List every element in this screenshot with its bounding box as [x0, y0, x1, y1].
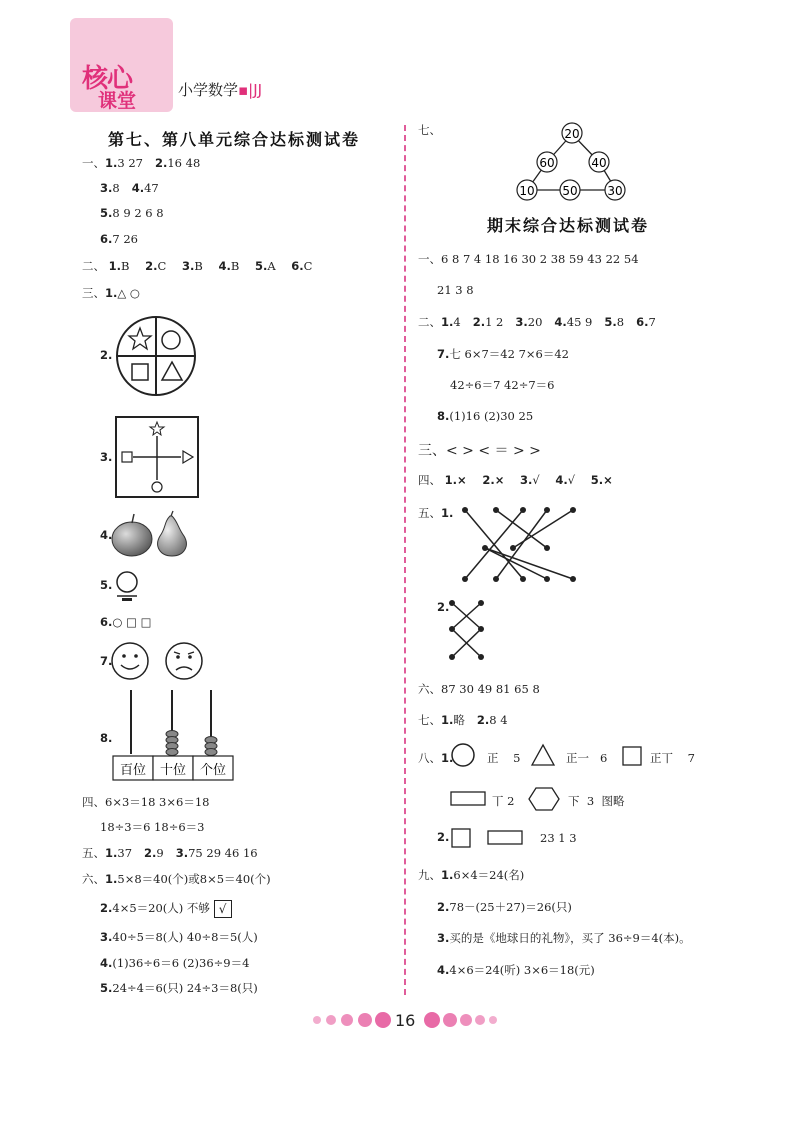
right-q6-line: 六、87 30 49 81 65 8 [418, 682, 540, 696]
triangle-bottom-left: 10 [519, 184, 535, 198]
tally-rectangle-shape [450, 791, 486, 807]
apple-icon [112, 514, 152, 556]
right-q5-item2-label: 2. [437, 600, 450, 614]
right-q9-line4: 4.4×6＝24(听) 3×6＝18(元) [437, 963, 595, 977]
tally-circle-shape [450, 742, 476, 768]
triangle-mid-left: 60 [539, 156, 555, 170]
answer-square-shape [451, 828, 471, 848]
tally-hexagon-shape [528, 786, 560, 812]
left-q2-line: 二、 1.B 2.C 3.B 4.B 5.A 6.C [82, 259, 313, 273]
tally-rectangle-marks: 丅 2 [492, 794, 515, 808]
abacus-figure [112, 690, 237, 782]
right-q8-label: 八、1. [418, 751, 454, 765]
right-q5-label: 五、1. [418, 506, 454, 520]
abacus-beads-tens [166, 731, 178, 756]
triangle-bottom-mid: 50 [562, 184, 578, 198]
column-divider [404, 125, 406, 995]
triangle-bottom-right: 30 [607, 184, 623, 198]
right-q9-line3: 3.买的是《地球日的礼物》，买了 36÷9＝4(本)。 [437, 931, 691, 945]
right-q1-line2: 21 3 8 [437, 283, 474, 297]
abacus-beads-ones [205, 737, 217, 756]
right-q7-label: 七、 [418, 123, 441, 137]
left-q6-line4: 4.(1)36÷6＝6 (2)36÷9＝4 [100, 956, 250, 970]
left-q3-item4-label: 4. [100, 528, 113, 542]
triangle-mid-right: 40 [591, 156, 607, 170]
subject-label: 小学数学▪|JJ [178, 81, 263, 99]
left-q6-line2: 2.4×5＝20(人) 不够 √ [100, 900, 232, 918]
right-section-title: 期末综合达标测试卷 [487, 216, 650, 235]
right-q7b-line: 七、1.略 2.8 4 [418, 713, 508, 727]
answer-rectangle-shape [487, 830, 523, 846]
right-q4-line: 四、 1.× 2.× 3.√ 4.√ 5.× [418, 473, 613, 487]
right-q8-item2-label: 2. [437, 830, 450, 844]
right-q8-item2-values: 23 1 3 [540, 831, 577, 845]
right-q1-line1: 一、6 8 7 4 18 16 30 2 38 59 43 22 54 [418, 252, 639, 266]
tally-square-marks: 正丅 7 [650, 751, 695, 765]
tally-circle-marks: 正 5 [487, 751, 521, 765]
matching-lines-figure-2 [445, 595, 490, 667]
right-q3-line: 三、< > < ＝ > > [418, 443, 541, 459]
quartered-circle-figure [114, 314, 198, 398]
abacus-label-hundreds: 百位 [119, 763, 147, 778]
left-q3-item7-label: 7. [100, 654, 113, 668]
left-q1-line1: 一、1.3 27 2.16 48 [82, 156, 201, 170]
left-q6-line1: 六、1.5×8＝40(个)或8×5＝40(个) [82, 872, 271, 886]
left-q3-item8-label: 8. [100, 731, 113, 745]
left-q5-line: 五、1.37 2.9 3.75 29 46 16 [82, 846, 258, 860]
apple-pear-figure [110, 510, 192, 558]
tally-triangle-shape [530, 743, 556, 767]
right-q2-line1: 二、1.4 2.1 2 3.20 4.45 9 5.8 6.7 [418, 315, 656, 329]
left-q1-line2: 3.8 4.47 [100, 181, 159, 195]
triangle-top: 20 [564, 127, 580, 141]
matching-lines-figure-1 [455, 500, 580, 590]
left-q1-line3: 5.8 9 2 6 8 [100, 206, 164, 220]
right-q9-line1: 九、1.6×4＝24(名) [418, 868, 525, 882]
left-q3-item3-label: 3. [100, 450, 113, 464]
left-section-title: 第七、第八单元综合达标测试卷 [108, 130, 361, 149]
faces-figure [110, 640, 210, 682]
tally-hexagon-marks: 下 3 图略 [568, 794, 625, 808]
tally-square-shape [622, 746, 642, 766]
right-q2-line2: 7.七 6×7＝42 7×6＝42 [437, 347, 569, 361]
tally-triangle-marks: 正一 6 [566, 751, 608, 765]
left-q6-line3: 3.40÷5＝8(人) 40÷8＝5(人) [100, 930, 258, 944]
right-q2-line3: 42÷6＝7 42÷7＝6 [450, 378, 555, 392]
left-q1-line4: 6.7 26 [100, 232, 138, 246]
sad-face-icon [166, 643, 202, 679]
edition-label: JJ [253, 81, 263, 99]
number-triangle-figure [515, 120, 627, 204]
right-q2-line4: 8.(1)16 (2)30 25 [437, 409, 534, 423]
abacus-label-tens: 十位 [159, 763, 187, 778]
checkmark-box: √ [214, 900, 232, 918]
logo-text: 核心 [82, 64, 133, 94]
logo-subtext: 课堂 [98, 90, 137, 112]
left-q6-line5: 5.24÷4＝6(只) 24÷3＝8(只) [100, 981, 258, 995]
right-q9-line2: 2.78－(25＋27)＝26(只) [437, 900, 572, 914]
ring-figure [114, 570, 142, 604]
pear-icon [158, 511, 187, 556]
abacus-label-ones: 个位 [199, 763, 227, 778]
cross-square-figure [115, 416, 199, 498]
page-number: 16 [395, 1011, 416, 1030]
left-q3-line6: 6.○ □ □ [100, 615, 152, 629]
left-q4-line2: 18÷3＝6 18÷6＝3 [100, 820, 205, 834]
left-q3-item5-label: 5. [100, 578, 113, 592]
smiley-face-icon [112, 643, 148, 679]
left-q3-line1: 三、1.△ ○ [82, 286, 140, 300]
left-q3-item2-label: 2. [100, 348, 113, 362]
left-q4-line1: 四、6×3＝18 3×6＝18 [82, 795, 210, 809]
